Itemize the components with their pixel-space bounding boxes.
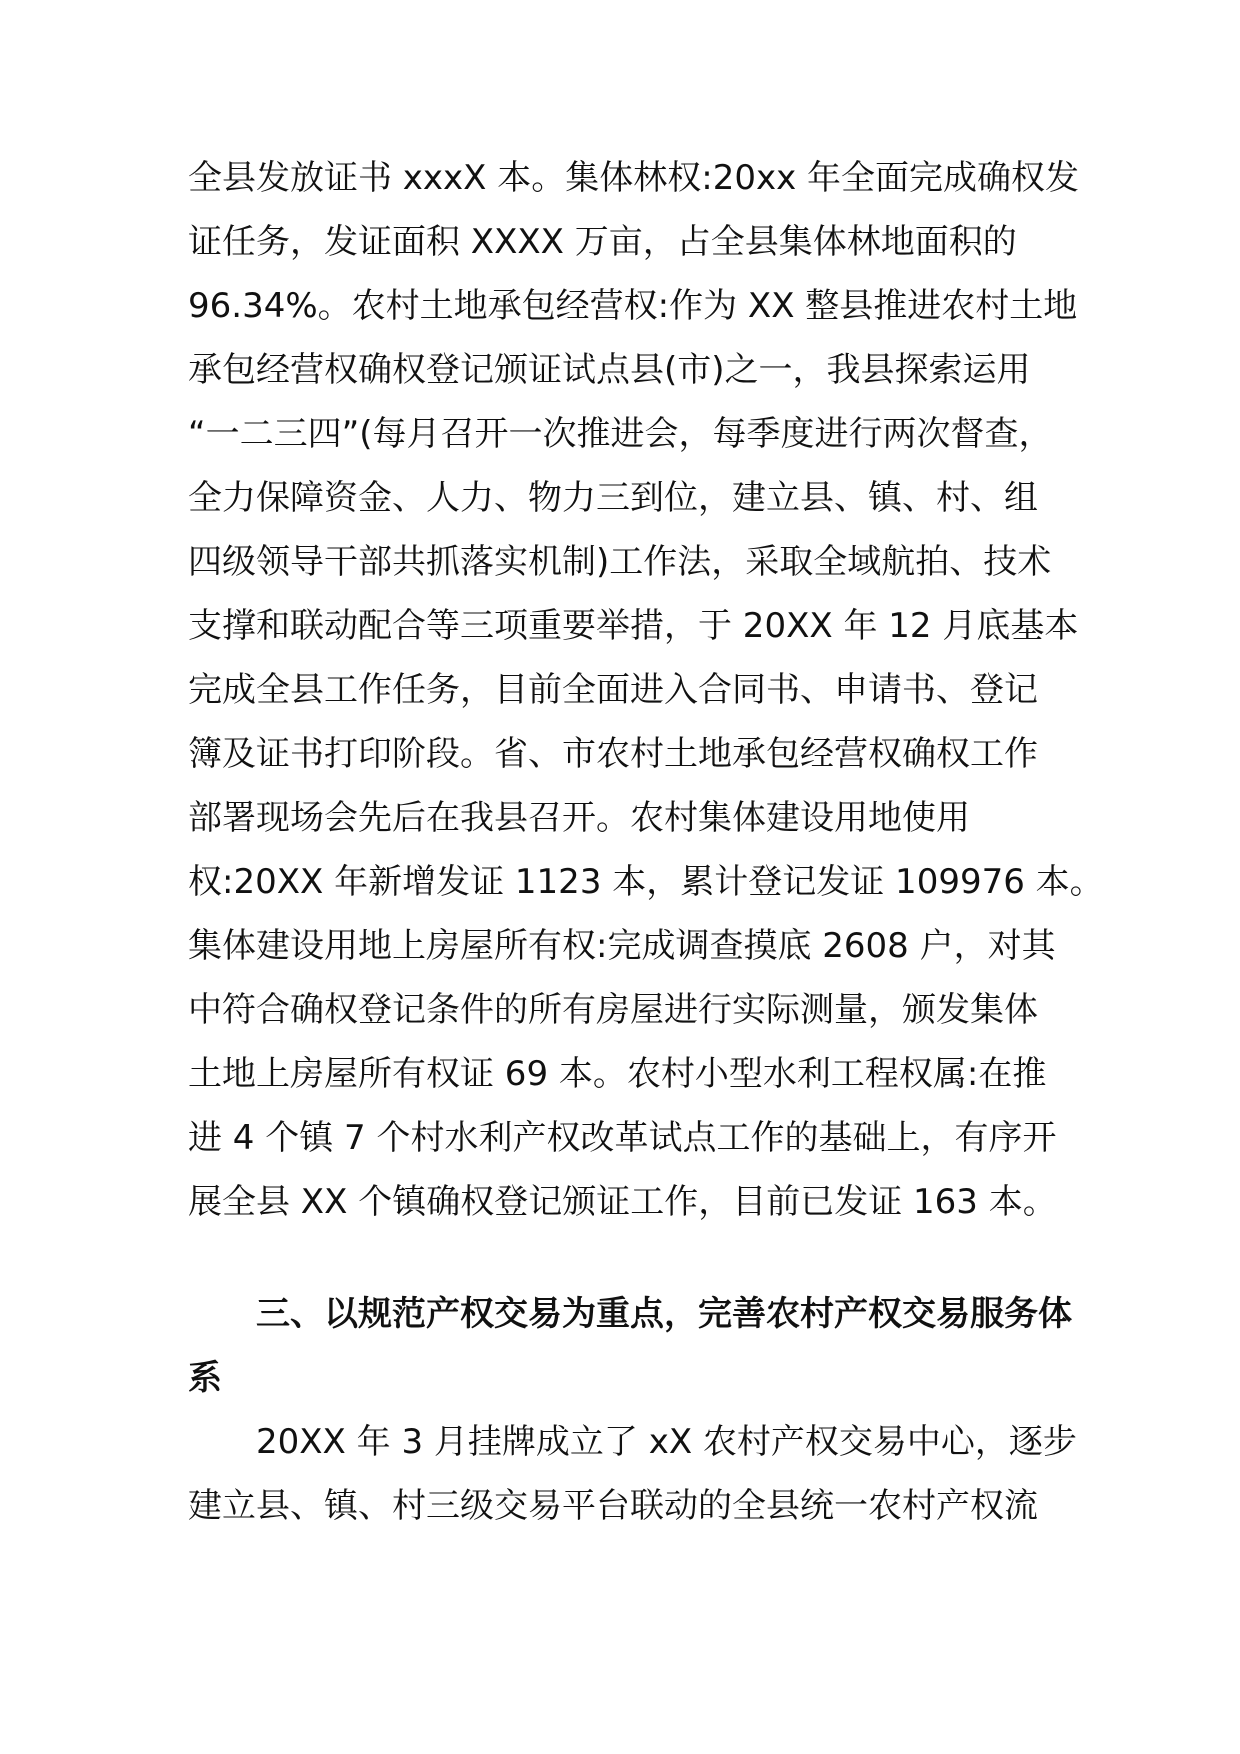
paragraph-line: 全力保障资金、人力、物力三到位，建立县、镇、村、组: [188, 478, 1038, 518]
paragraph-line: 中符合确权登记条件的所有房屋进行实际测量，颁发集体: [188, 990, 1038, 1030]
paragraph-line: 支撑和联动配合等三项重要举措，于 20XX 年 12 月底基本: [188, 606, 1079, 646]
paragraph-line: 完成全县工作任务，目前全面进入合同书、申请书、登记: [188, 670, 1038, 710]
paragraph-line: 建立县、镇、村三级交易平台联动的全县统一农村产权流: [188, 1486, 1038, 1526]
body-paragraph: [188, 146, 1104, 1234]
paragraph-line: 部署现场会先后在我县召开。农村集体建设用地使用: [188, 798, 970, 838]
paragraph-line: 全县发放证书 xxxX 本。集体林权:20xx 年全面完成确权发: [188, 158, 1080, 198]
paragraph-line: 承包经营权确权登记颁证试点县(市)之一，我县探索运用: [188, 350, 1031, 390]
paragraph-line: 集体建设用地上房屋所有权:完成调查摸底 2608 户，对其: [188, 926, 1056, 966]
paragraph-line: “一二三四”(每月召开一次推进会，每季度进行两次督查，: [188, 414, 1053, 454]
paragraph-line: 土地上房屋所有权证 69 本。农村小型水利工程权属:在推: [188, 1054, 1047, 1094]
paragraph-line: 权:20XX 年新增发证 1123 本，累计登记发证 109976 本。: [188, 862, 1104, 902]
body-paragraph: [188, 1410, 1088, 1538]
paragraph-line: 四级领导干部共抓落实机制)工作法，采取全域航拍、技术: [188, 542, 1052, 582]
section-heading: [188, 1282, 1088, 1410]
paragraph-line: 20XX 年 3 月挂牌成立了 xX 农村产权交易中心，逐步: [188, 1422, 1077, 1462]
heading-line: 系: [188, 1358, 222, 1398]
paragraph-line: 96.34%。农村土地承包经营权:作为 XX 整县推进农村土地: [188, 286, 1078, 326]
heading-line: 三、以规范产权交易为重点，完善农村产权交易服务体: [188, 1294, 1072, 1334]
paragraph-line: 证任务，发证面积 XXXX 万亩，占全县集体林地面积的: [188, 222, 1017, 262]
paragraph-line: 展全县 XX 个镇确权登记颁证工作，目前已发证 163 本。: [188, 1182, 1057, 1222]
paragraph-line: 进 4 个镇 7 个村水利产权改革试点工作的基础上，有序开: [188, 1118, 1057, 1158]
paragraph-line: 簿及证书打印阶段。省、市农村土地承包经营权确权工作: [188, 734, 1038, 774]
